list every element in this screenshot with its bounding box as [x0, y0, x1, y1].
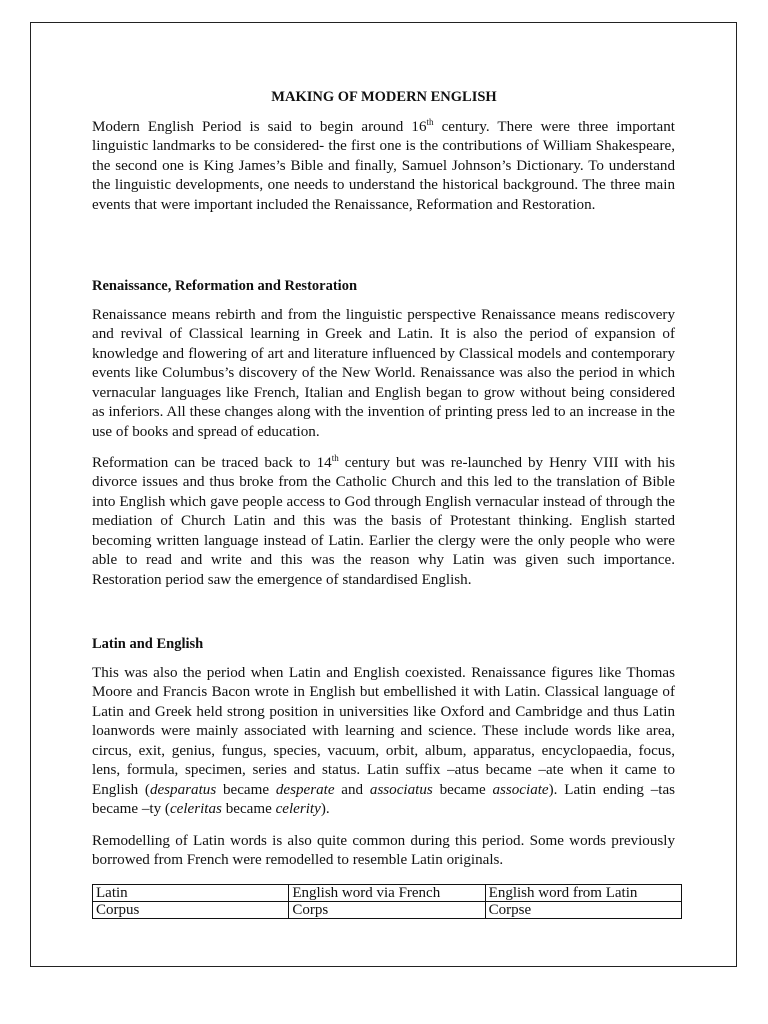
text: This was also the period when Latin and English coexisted. Renaissance figures like Thomas Moore and Francis Bacon wrote in English but embellished it with Latin. Classical language of Latin and Greek held strong position in universities like Oxford and Cambridge and thus Latin loanwords were mainly associated with learning and science. These include words like area, circus, exit, genius, fungus, species, vacuum, orbit, album, apparatus, encyclopaedia, focus, lens, formula, specimen, series and status. Latin suffix –atus became –ate when it came to English (	[92, 665, 675, 798]
text: became	[221, 801, 276, 818]
italic-word: associatus	[369, 781, 433, 798]
superscript: th	[426, 117, 434, 127]
table-header-cell: English word via French	[289, 885, 485, 902]
document-title: MAKING OF MODERN ENGLISH	[271, 89, 497, 105]
remodelling-paragraph: Remodelling of Latin words is also quite common during this period. Some words previously borrowed from French were remodelled to resemble Latin originals.	[92, 833, 675, 869]
italic-word: desparatus	[149, 781, 217, 798]
superscript: th	[331, 453, 339, 463]
reformation-paragraph	[92, 454, 675, 590]
table-header-cell: English word from Latin	[485, 885, 681, 902]
italic-word: celerity	[275, 801, 321, 818]
text: became	[216, 781, 276, 798]
table-cell: Corpse	[485, 902, 681, 919]
renaissance-paragraph: Renaissance means rebirth and from the linguistic perspective Renaissance means rediscovery and revival of Classical learning in Greek and Latin. It is also the period of expansion of knowledge and flowering of art and literature influenced by Classical models and contemporary events like Columbus’s discovery of the New World. Renaissance was also the period in which vernacular languages like French, Italian and English began to grow without being considered as inferiors. All these changes along with the invention of printing press led to an increase in the use of books and spread of education.	[92, 307, 675, 440]
section-heading-latin-english: Latin and English	[92, 636, 204, 652]
text: century but was re-launched by Henry VIII with his divorce issues and thus broke from the Catholic Church and this led to the translation of Bible into English which gave people access to God through English vernacular instead of through the mediation of Church Latin and this was the basis of Protestant thinking. English started becoming written language instead of Latin. Earlier the clergy were the only people who were able to read and write and this was the reason why Latin was given such importance. Restoration period saw the emergence of standardised English.	[92, 455, 676, 588]
latin-english-paragraph	[92, 664, 675, 820]
italic-word: associate	[492, 781, 549, 798]
intro-paragraph	[92, 118, 675, 215]
table-header-cell: Latin	[93, 885, 289, 902]
text: Reformation can be traced back to 14	[92, 455, 332, 471]
table-cell: Corpus	[93, 902, 289, 919]
text: Modern English Period is said to begin around 16	[92, 119, 427, 135]
text: and	[334, 781, 370, 798]
section-heading-renaissance: Renaissance, Reformation and Restoration	[92, 278, 358, 294]
table-cell: Corps	[289, 902, 485, 919]
text: ). Latin ending –tas became –ty (	[92, 781, 676, 818]
italic-word: desperate	[275, 781, 335, 798]
italic-word: celeritas	[169, 801, 222, 818]
table-row	[93, 902, 682, 919]
latin-words-table	[92, 884, 682, 919]
text: became	[432, 781, 493, 798]
table-header-row	[93, 885, 682, 902]
text: ).	[320, 801, 330, 818]
text: century. There were three important linguistic landmarks to be considered- the first one is the contributions of William Shakespeare, the second one is King James’s Bible and finally, Samuel Johnson’s Dictionary. To understand the linguistic developments, one needs to understand the historical background. The three main events that were important included the Renaissance, Reformation and Restoration.	[92, 119, 675, 213]
